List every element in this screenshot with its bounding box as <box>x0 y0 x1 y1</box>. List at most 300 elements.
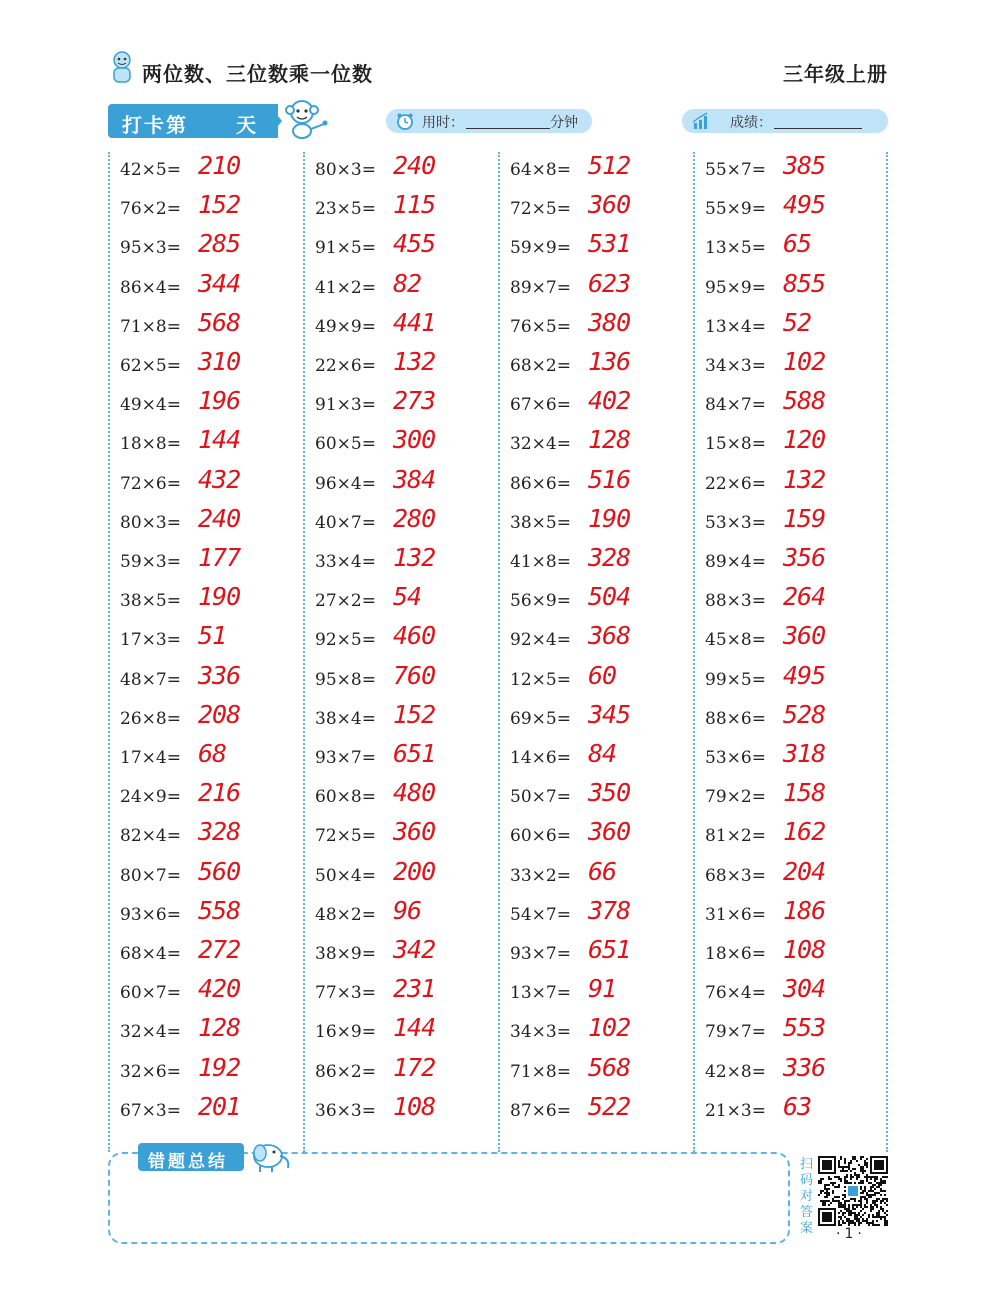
exercise-item <box>315 1014 495 1053</box>
exercise-item <box>510 426 690 465</box>
handwritten-answer: 115 <box>393 190 436 220</box>
handwritten-answer: 336 <box>783 1052 826 1082</box>
handwritten-answer: 495 <box>783 660 826 690</box>
exercise-question: 13×4= <box>705 316 766 337</box>
exercise-question: 55×9= <box>705 199 766 220</box>
exercise-question: 93×7= <box>510 944 571 964</box>
exercise-question: 68×4= <box>120 944 181 964</box>
exercise-question: 67×6= <box>510 395 571 416</box>
clock-icon <box>396 112 414 130</box>
exercise-item <box>315 191 495 230</box>
exercise-question: 82×4= <box>120 826 181 847</box>
mistake-summary-tab <box>138 1143 244 1171</box>
handwritten-answer: 84 <box>588 739 617 768</box>
exercise-item <box>705 740 885 779</box>
exercise-item <box>705 270 885 309</box>
exercise-item <box>705 152 885 191</box>
exercise-item <box>120 701 300 740</box>
grade-label: 三年级上册 <box>783 62 888 86</box>
handwritten-answer: 318 <box>783 739 826 768</box>
exercise-item <box>315 975 495 1014</box>
exercise-item <box>510 662 690 701</box>
handwritten-answer: 66 <box>588 856 617 886</box>
exercise-item <box>510 936 690 975</box>
exercise-question: 62×5= <box>120 356 181 376</box>
exercise-question: 64×8= <box>510 160 571 180</box>
handwritten-answer: 760 <box>393 660 436 690</box>
exercise-item <box>510 544 690 583</box>
exercise-question: 34×3= <box>705 356 766 376</box>
exercise-question: 80×3= <box>120 512 181 533</box>
exercise-item <box>315 152 495 191</box>
exercise-question: 18×8= <box>120 434 181 455</box>
handwritten-answer: 651 <box>393 739 436 768</box>
handwritten-answer: 208 <box>198 699 241 729</box>
exercise-item <box>315 387 495 426</box>
exercise-grid <box>108 152 888 1152</box>
handwritten-answer: 144 <box>393 1013 436 1043</box>
exercise-question: 49×9= <box>315 316 376 337</box>
handwritten-answer: 504 <box>588 582 631 612</box>
exercise-question: 38×9= <box>315 944 376 964</box>
handwritten-answer: 51 <box>198 621 227 651</box>
qr-code[interactable] <box>818 1156 888 1226</box>
handwritten-answer: 158 <box>783 778 826 808</box>
exercise-item <box>120 622 300 661</box>
exercise-question: 13×7= <box>510 983 571 1004</box>
exercise-question: 32×4= <box>510 434 571 455</box>
exercise-item <box>315 1093 495 1132</box>
exercise-question: 71×8= <box>510 1061 571 1082</box>
exercise-item <box>510 1093 690 1132</box>
exercise-item <box>510 583 690 622</box>
exercise-question: 60×6= <box>510 826 571 847</box>
checkin-suffix: 天 <box>236 113 256 137</box>
exercise-item <box>120 662 300 701</box>
exercise-item <box>510 1014 690 1053</box>
exercise-item <box>120 230 300 269</box>
exercise-question: 14×6= <box>510 748 571 768</box>
handwritten-answer: 240 <box>198 503 241 533</box>
time-label: 用时： <box>422 115 464 131</box>
handwritten-answer: 384 <box>393 464 436 494</box>
exercise-question: 22×6= <box>705 473 766 494</box>
handwritten-answer: 201 <box>198 1091 241 1121</box>
exercise-item <box>510 466 690 505</box>
exercise-item <box>705 858 885 897</box>
handwritten-answer: 280 <box>393 503 436 533</box>
handwritten-answer: 231 <box>393 974 436 1004</box>
exercise-question: 48×2= <box>315 904 376 925</box>
exercise-question: 95×8= <box>315 669 376 690</box>
exercise-question: 67×3= <box>120 1100 181 1121</box>
handwritten-answer: 378 <box>588 895 631 925</box>
chart-icon <box>692 112 710 130</box>
exercise-item <box>315 779 495 818</box>
exercise-question: 32×4= <box>120 1022 181 1043</box>
exercise-item <box>315 544 495 583</box>
handwritten-answer: 568 <box>588 1052 631 1082</box>
handwritten-answer: 120 <box>783 425 826 455</box>
exercise-question: 60×5= <box>315 434 376 455</box>
exercise-item <box>705 1054 885 1093</box>
exercise-item <box>315 622 495 661</box>
exercise-item <box>705 466 885 505</box>
handwritten-answer: 177 <box>198 543 241 572</box>
handwritten-answer: 132 <box>393 347 436 376</box>
handwritten-answer: 651 <box>588 935 631 964</box>
exercise-item <box>315 466 495 505</box>
exercise-question: 72×6= <box>120 473 181 494</box>
handwritten-answer: 162 <box>783 817 826 847</box>
exercise-question: 15×8= <box>705 434 766 455</box>
column-divider <box>108 152 110 1152</box>
handwritten-answer: 285 <box>198 229 241 259</box>
exercise-question: 60×8= <box>315 787 376 808</box>
exercise-question: 27×2= <box>315 591 376 612</box>
exercise-question: 76×2= <box>120 199 181 220</box>
handwritten-answer: 560 <box>198 856 241 886</box>
exercise-question: 38×5= <box>510 512 571 533</box>
handwritten-answer: 328 <box>588 543 631 572</box>
exercise-item <box>705 387 885 426</box>
exercise-item <box>510 897 690 936</box>
handwritten-answer: 132 <box>393 543 436 572</box>
exercise-question: 68×3= <box>705 865 766 886</box>
handwritten-answer: 108 <box>783 935 826 964</box>
column-divider <box>498 152 500 1152</box>
exercise-item <box>510 622 690 661</box>
handwritten-answer: 328 <box>198 817 241 847</box>
exercise-question: 80×3= <box>315 160 376 180</box>
exercise-question: 60×7= <box>120 983 181 1004</box>
handwritten-answer: 172 <box>393 1052 436 1082</box>
exercise-question: 84×7= <box>705 395 766 416</box>
scan-answer-label: 扫码对答案 <box>800 1157 814 1236</box>
handwritten-answer: 522 <box>588 1091 631 1121</box>
handwritten-answer: 441 <box>393 307 436 337</box>
exercise-item <box>705 818 885 857</box>
exercise-item <box>315 426 495 465</box>
exercise-item <box>315 740 495 779</box>
handwritten-answer: 273 <box>393 386 436 416</box>
handwritten-answer: 63 <box>783 1091 812 1121</box>
exercise-item <box>705 544 885 583</box>
exercise-item <box>120 1093 300 1132</box>
exercise-item <box>120 270 300 309</box>
handwritten-answer: 558 <box>198 895 241 925</box>
exercise-item <box>510 230 690 269</box>
handwritten-answer: 52 <box>783 307 812 337</box>
exercise-question: 17×3= <box>120 630 181 651</box>
handwritten-answer: 190 <box>198 582 241 612</box>
mascot-icon <box>108 50 136 84</box>
exercise-item <box>315 270 495 309</box>
exercise-item <box>705 191 885 230</box>
handwritten-answer: 136 <box>588 347 631 376</box>
exercise-question: 91×3= <box>315 395 376 416</box>
exercise-question: 32×6= <box>120 1061 181 1082</box>
exercise-item <box>705 701 885 740</box>
exercise-question: 38×4= <box>315 708 376 729</box>
exercise-question: 38×5= <box>120 591 181 612</box>
handwritten-answer: 336 <box>198 660 241 690</box>
exercise-item <box>120 897 300 936</box>
exercise-question: 17×4= <box>120 748 181 768</box>
exercise-item <box>705 426 885 465</box>
handwritten-answer: 568 <box>198 307 241 337</box>
exercise-question: 53×6= <box>705 748 766 768</box>
handwritten-answer: 60 <box>588 660 617 690</box>
exercise-question: 96×4= <box>315 473 376 494</box>
handwritten-answer: 855 <box>783 268 826 298</box>
exercise-question: 50×4= <box>315 865 376 886</box>
exercise-question: 33×4= <box>315 552 376 572</box>
handwritten-answer: 480 <box>393 778 436 808</box>
time-input-line[interactable] <box>466 112 550 129</box>
exercise-item <box>315 230 495 269</box>
score-label: 成绩： <box>730 115 772 131</box>
handwritten-answer: 204 <box>783 856 826 886</box>
page-title: 两位数、三位数乘一位数 <box>142 62 373 86</box>
handwritten-answer: 102 <box>783 347 826 376</box>
exercise-item <box>705 1093 885 1132</box>
exercise-question: 95×9= <box>705 277 766 298</box>
column-divider <box>693 152 695 1152</box>
handwritten-answer: 360 <box>588 190 631 220</box>
handwritten-answer: 82 <box>393 268 422 298</box>
handwritten-answer: 516 <box>588 464 631 494</box>
handwritten-answer: 159 <box>783 503 826 533</box>
handwritten-answer: 210 <box>198 151 241 180</box>
exercise-question: 86×6= <box>510 473 571 494</box>
handwritten-answer: 102 <box>588 1013 631 1043</box>
exercise-item <box>315 505 495 544</box>
exercise-question: 89×4= <box>705 552 766 572</box>
handwritten-answer: 528 <box>783 699 826 729</box>
checkin-banner <box>108 104 278 138</box>
exercise-item <box>510 270 690 309</box>
exercise-item <box>705 1014 885 1053</box>
handwritten-answer: 356 <box>783 543 826 572</box>
exercise-item <box>120 505 300 544</box>
exercise-item <box>315 858 495 897</box>
exercise-question: 36×3= <box>315 1100 376 1121</box>
handwritten-answer: 128 <box>198 1013 241 1043</box>
handwritten-answer: 186 <box>783 895 826 925</box>
handwritten-answer: 65 <box>783 229 812 259</box>
exercise-item <box>705 779 885 818</box>
handwritten-answer: 512 <box>588 151 631 180</box>
handwritten-answer: 460 <box>393 621 436 651</box>
time-unit: 分钟 <box>550 115 578 131</box>
exercise-item <box>510 505 690 544</box>
exercise-item <box>510 701 690 740</box>
exercise-item <box>510 348 690 387</box>
exercise-question: 26×8= <box>120 708 181 729</box>
exercise-question: 41×8= <box>510 552 571 572</box>
exercise-question: 88×6= <box>705 708 766 729</box>
exercise-question: 54×7= <box>510 904 571 925</box>
handwritten-answer: 54 <box>393 582 422 612</box>
exercise-question: 59×3= <box>120 552 181 572</box>
exercise-question: 18×6= <box>705 944 766 964</box>
handwritten-answer: 144 <box>198 425 241 455</box>
score-field <box>682 109 888 133</box>
exercise-question: 86×2= <box>315 1061 376 1082</box>
exercise-item <box>120 583 300 622</box>
exercise-question: 71×8= <box>120 316 181 337</box>
handwritten-answer: 152 <box>393 699 436 729</box>
exercise-item <box>705 230 885 269</box>
exercise-question: 91×5= <box>315 238 376 259</box>
exercise-question: 79×2= <box>705 787 766 808</box>
monkey-icon <box>280 96 330 140</box>
exercise-question: 31×6= <box>705 904 766 925</box>
handwritten-answer: 531 <box>588 229 631 259</box>
handwritten-answer: 402 <box>588 386 631 416</box>
handwritten-answer: 455 <box>393 229 436 259</box>
exercise-item <box>315 936 495 975</box>
exercise-item <box>120 348 300 387</box>
exercise-question: 99×5= <box>705 669 766 690</box>
exercise-question: 21×3= <box>705 1100 766 1121</box>
exercise-item <box>315 662 495 701</box>
handwritten-answer: 553 <box>783 1013 826 1043</box>
handwritten-answer: 192 <box>198 1052 241 1082</box>
exercise-item <box>315 309 495 348</box>
exercise-question: 48×7= <box>120 669 181 690</box>
exercise-item <box>510 858 690 897</box>
exercise-item <box>315 818 495 857</box>
exercise-item <box>705 975 885 1014</box>
exercise-question: 80×7= <box>120 865 181 886</box>
exercise-item <box>120 779 300 818</box>
handwritten-answer: 272 <box>198 935 241 964</box>
exercise-item <box>705 348 885 387</box>
exercise-item <box>705 936 885 975</box>
exercise-item <box>705 583 885 622</box>
handwritten-answer: 345 <box>588 699 631 729</box>
exercise-item <box>315 583 495 622</box>
exercise-question: 42×5= <box>120 160 181 180</box>
exercise-item <box>120 426 300 465</box>
handwritten-answer: 216 <box>198 778 241 808</box>
exercise-question: 95×3= <box>120 238 181 259</box>
exercise-question: 86×4= <box>120 277 181 298</box>
handwritten-answer: 96 <box>393 895 422 925</box>
exercise-question: 13×5= <box>705 238 766 259</box>
exercise-question: 77×3= <box>315 983 376 1004</box>
handwritten-answer: 495 <box>783 190 826 220</box>
exercise-item <box>120 191 300 230</box>
exercise-item <box>315 897 495 936</box>
exercise-question: 88×3= <box>705 591 766 612</box>
exercise-question: 59×9= <box>510 238 571 259</box>
handwritten-answer: 152 <box>198 190 241 220</box>
exercise-item <box>120 975 300 1014</box>
page-number: ·1· <box>836 1226 866 1242</box>
exercise-question: 41×2= <box>315 277 376 298</box>
exercise-item <box>315 701 495 740</box>
exercise-item <box>120 1014 300 1053</box>
exercise-item <box>120 740 300 779</box>
handwritten-answer: 350 <box>588 778 631 808</box>
handwritten-answer: 190 <box>588 503 631 533</box>
handwritten-answer: 304 <box>783 974 826 1004</box>
exercise-question: 76×5= <box>510 316 571 337</box>
exercise-question: 34×3= <box>510 1022 571 1043</box>
exercise-item <box>510 387 690 426</box>
exercise-item <box>510 309 690 348</box>
exercise-item <box>705 897 885 936</box>
exercise-item <box>705 662 885 701</box>
exercise-question: 92×4= <box>510 630 571 651</box>
exercise-item <box>120 1054 300 1093</box>
handwritten-answer: 380 <box>588 307 631 337</box>
exercise-item <box>510 818 690 857</box>
handwritten-answer: 300 <box>393 425 436 455</box>
exercise-question: 50×7= <box>510 787 571 808</box>
exercise-question: 76×4= <box>705 983 766 1004</box>
exercise-item <box>120 858 300 897</box>
exercise-question: 72×5= <box>510 199 571 220</box>
exercise-question: 45×8= <box>705 630 766 651</box>
handwritten-answer: 432 <box>198 464 241 494</box>
exercise-question: 53×3= <box>705 512 766 533</box>
exercise-question: 40×7= <box>315 512 376 533</box>
exercise-question: 79×7= <box>705 1022 766 1043</box>
column-divider <box>886 152 888 1152</box>
handwritten-answer: 385 <box>783 151 826 180</box>
exercise-item <box>120 466 300 505</box>
handwritten-answer: 200 <box>393 856 436 886</box>
handwritten-answer: 360 <box>783 621 826 651</box>
exercise-item <box>510 152 690 191</box>
handwritten-answer: 108 <box>393 1091 436 1121</box>
header <box>108 56 888 90</box>
exercise-question: 12×5= <box>510 669 571 690</box>
time-field <box>386 109 592 133</box>
handwritten-answer: 196 <box>198 386 241 416</box>
exercise-item <box>120 387 300 426</box>
exercise-question: 68×2= <box>510 356 571 376</box>
handwritten-answer: 240 <box>393 151 436 180</box>
exercise-question: 89×7= <box>510 277 571 298</box>
handwritten-answer: 623 <box>588 268 631 298</box>
exercise-item <box>510 975 690 1014</box>
exercise-question: 72×5= <box>315 826 376 847</box>
exercise-question: 93×6= <box>120 904 181 925</box>
exercise-item <box>315 348 495 387</box>
handwritten-answer: 128 <box>588 425 631 455</box>
exercise-question: 87×6= <box>510 1100 571 1121</box>
exercise-question: 56×9= <box>510 591 571 612</box>
exercise-question: 24×9= <box>120 787 181 808</box>
checkin-prefix: 打卡第 <box>122 113 188 137</box>
handwritten-answer: 342 <box>393 935 436 964</box>
exercise-item <box>705 505 885 544</box>
score-input-line[interactable] <box>774 112 862 129</box>
exercise-question: 22×6= <box>315 356 376 376</box>
exercise-item <box>705 309 885 348</box>
elephant-icon <box>246 1138 294 1174</box>
exercise-item <box>510 740 690 779</box>
handwritten-answer: 588 <box>783 386 826 416</box>
exercise-item <box>510 1054 690 1093</box>
exercise-question: 81×2= <box>705 826 766 847</box>
exercise-question: 33×2= <box>510 865 571 886</box>
